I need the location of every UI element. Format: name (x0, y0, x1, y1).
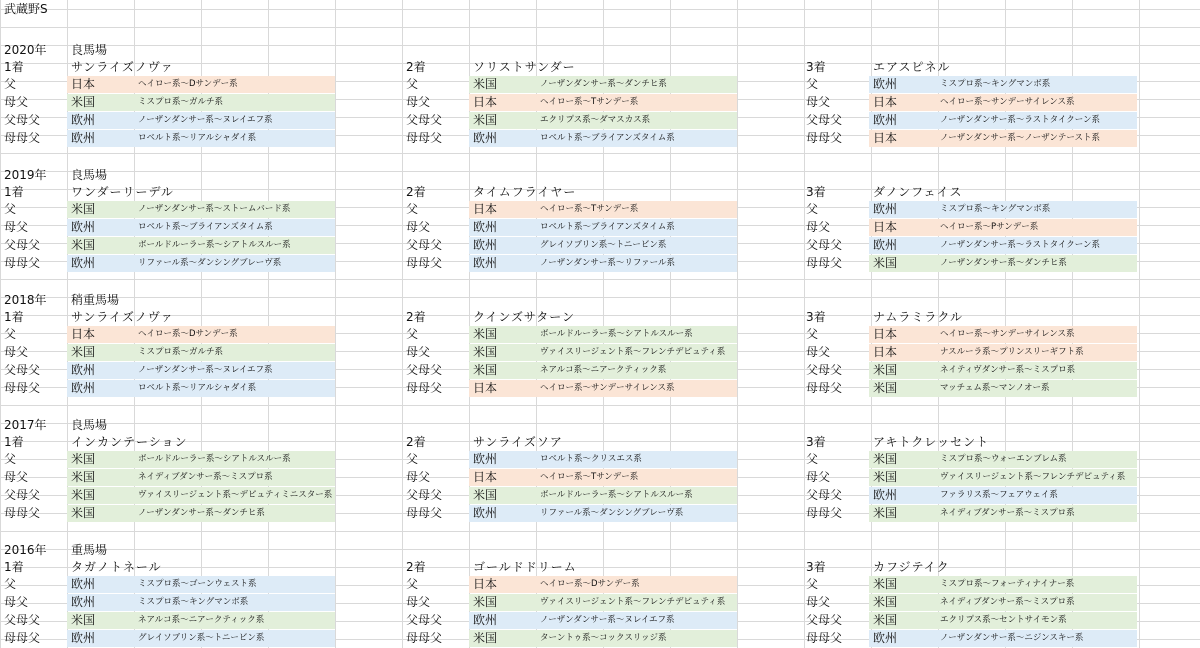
sire-line: ネイティヴダンサー系～ミスプロ系 (940, 365, 1076, 375)
pedigree-relation: 母父 (406, 345, 431, 359)
region-label: 米国 (71, 470, 96, 484)
region-label: 米国 (873, 256, 898, 270)
pedigree-relation: 父母父 (4, 613, 41, 627)
sire-line: グレイソブリン系～トニービン系 (138, 633, 265, 643)
horse-name: ナムラミラクル (873, 310, 964, 324)
track-condition: 稍重馬場 (71, 293, 120, 307)
horse-name: インカンテーション (71, 435, 188, 449)
pedigree-relation: 父 (406, 452, 419, 466)
pedigree-relation: 父母父 (4, 488, 41, 502)
pedigree-relation: 母父 (806, 345, 831, 359)
region-label: 日本 (873, 327, 898, 341)
sire-line: ミスプロ系～キングマンボ系 (940, 204, 1051, 214)
region-label: 米国 (473, 77, 498, 91)
pedigree-relation: 父 (806, 577, 819, 591)
region-label: 欧州 (71, 381, 96, 395)
pedigree-relation: 父 (806, 452, 819, 466)
region-label: 米国 (873, 506, 898, 520)
track-condition: 重馬場 (71, 543, 108, 557)
sire-line: ボールドルーラー系～シアトルスルー系 (138, 240, 291, 250)
sire-line: エクリプス系～セントサイモン系 (940, 615, 1067, 625)
region-label: 米国 (71, 506, 96, 520)
sire-line: ヘイロー系～サンデーサイレンス系 (540, 383, 675, 393)
region-label: 米国 (873, 363, 898, 377)
horse-name: タイムフライヤー (473, 185, 577, 199)
race-year: 2016年 (4, 543, 47, 557)
region-label: 日本 (873, 220, 898, 234)
sire-line: ノーザンダンサー系～リファール系 (540, 258, 675, 268)
sire-line: ロベルト系～ブライアンズタイム系 (540, 133, 675, 143)
finish-rank: 3着 (806, 560, 826, 574)
pedigree-relation: 父 (806, 77, 819, 91)
pedigree-relation: 父 (406, 327, 419, 341)
finish-rank: 2着 (406, 185, 426, 199)
finish-rank: 3着 (806, 310, 826, 324)
pedigree-relation: 母母父 (406, 256, 443, 270)
horse-name: ソリストサンダー (473, 60, 576, 74)
finish-rank: 1着 (4, 60, 24, 74)
region-label: 日本 (873, 131, 898, 145)
finish-rank: 1着 (4, 185, 24, 199)
sire-line: ボールドルーラー系～シアトルスルー系 (540, 329, 693, 339)
sire-line: リファール系～ダンシングブレーヴ系 (138, 258, 282, 268)
pedigree-relation: 父母父 (406, 613, 443, 627)
pedigree-relation: 母母父 (4, 256, 41, 270)
region-label: 米国 (873, 577, 898, 591)
horse-name: サンライズソア (473, 435, 563, 449)
sire-line: ノーザンダンサー系～ヌレイエフ系 (138, 365, 273, 375)
region-label: 米国 (473, 113, 498, 127)
pedigree-relation: 父母父 (4, 363, 41, 377)
sire-line: ファラリス系～フェアウェイ系 (940, 490, 1058, 500)
region-label: 米国 (873, 595, 898, 609)
sire-line: ロベルト系～クリスエス系 (540, 454, 642, 464)
region-label: 欧州 (873, 113, 898, 127)
sire-line: ネイディブダンサー系～ミスプロ系 (138, 472, 273, 482)
region-label: 欧州 (873, 488, 898, 502)
pedigree-relation: 父母父 (806, 113, 843, 127)
region-label: 日本 (473, 95, 498, 109)
race-year: 2020年 (4, 43, 47, 57)
sire-line: ボールドルーラー系～シアトルスルー系 (540, 490, 693, 500)
region-label: 欧州 (473, 220, 498, 234)
sire-line: グレイソブリン系～トニービン系 (540, 240, 667, 250)
region-label: 欧州 (873, 238, 898, 252)
horse-name: エアスピネル (873, 60, 951, 74)
pedigree-relation: 父 (4, 577, 17, 591)
pedigree-relation: 母父 (406, 95, 431, 109)
sire-line: ノーザンダンサー系～ラストタイクーン系 (940, 240, 1101, 250)
region-label: 米国 (71, 613, 96, 627)
pedigree-relation: 母母父 (406, 381, 443, 395)
finish-rank: 3着 (806, 435, 826, 449)
region-label: 米国 (71, 202, 96, 216)
track-condition: 良馬場 (71, 43, 108, 57)
sire-line: エクリプス系～ダマスカス系 (540, 115, 651, 125)
pedigree-relation: 父母父 (806, 238, 843, 252)
sire-line: ネイディブダンサー系～ミスプロ系 (940, 508, 1075, 518)
pedigree-relation: 母父 (806, 470, 831, 484)
region-label: 米国 (473, 363, 498, 377)
pedigree-relation: 母母父 (806, 506, 843, 520)
finish-rank: 3着 (806, 60, 826, 74)
pedigree-relation: 父母父 (4, 238, 41, 252)
finish-rank: 3着 (806, 185, 826, 199)
sire-line: ロベルト系～リアルシャダイ系 (138, 383, 257, 393)
sire-line: マッチェム系～マンノオー系 (940, 383, 1050, 393)
horse-name: サンライズノヴァ (71, 310, 174, 324)
pedigree-relation: 父母父 (806, 613, 843, 627)
pedigree-relation: 父母父 (406, 488, 443, 502)
pedigree-relation: 母母父 (806, 131, 843, 145)
sire-line: ボールドルーラー系～シアトルスルー系 (138, 454, 291, 464)
sire-line: ロベルト系～ブライアンズタイム系 (138, 222, 273, 232)
region-label: 欧州 (71, 595, 96, 609)
region-label: 欧州 (71, 631, 96, 645)
region-label: 日本 (873, 95, 898, 109)
pedigree-relation: 父 (806, 327, 819, 341)
pedigree-relation: 母母父 (406, 131, 443, 145)
pedigree-relation: 父母父 (406, 363, 443, 377)
sire-line: ヘイロー系～Pサンデー系 (940, 222, 1039, 232)
region-label: 日本 (473, 577, 498, 591)
sire-line: ヘイロー系～サンデーサイレンス系 (940, 97, 1075, 107)
pedigree-relation: 母母父 (806, 631, 843, 645)
region-label: 日本 (71, 77, 96, 91)
sire-line: ヘイロー系～Tサンデー系 (540, 97, 639, 107)
race-year: 2019年 (4, 168, 47, 182)
race-year: 2018年 (4, 293, 47, 307)
region-label: 米国 (71, 95, 96, 109)
sire-line: ターントゥ系～コックスリッジ系 (540, 633, 667, 643)
horse-name: アキトクレッセント (873, 435, 990, 449)
pedigree-relation: 父 (4, 327, 17, 341)
sire-line: ノーザンダンサー系～ヌレイエフ系 (540, 615, 675, 625)
sire-line: ヘイロー系～Dサンデー系 (138, 329, 238, 339)
sire-line: ノーザンダンサー系～ダンチヒ系 (940, 258, 1067, 268)
region-label: 欧州 (473, 613, 498, 627)
pedigree-relation: 父母父 (406, 238, 443, 252)
sire-line: ヘイロー系～Tサンデー系 (540, 204, 639, 214)
sire-line: ノーザンダンサー系～ラストタイクーン系 (940, 115, 1101, 125)
region-label: 日本 (473, 470, 498, 484)
sire-line: ヴァイスリージェント系～フレンチデピュティ系 (940, 472, 1126, 482)
region-label: 米国 (873, 470, 898, 484)
pedigree-relation: 母父 (406, 595, 431, 609)
region-label: 米国 (873, 613, 898, 627)
track-condition: 良馬場 (71, 418, 108, 432)
region-label: 米国 (473, 327, 498, 341)
sheet-title: 武蔵野S (4, 2, 48, 16)
track-condition: 良馬場 (71, 168, 108, 182)
region-label: 米国 (71, 488, 96, 502)
region-label: 米国 (71, 452, 96, 466)
pedigree-relation: 父 (4, 77, 17, 91)
horse-name: サンライズノヴァ (71, 60, 174, 74)
sire-line: ミスプロ系～ガルチ系 (138, 97, 224, 107)
pedigree-relation: 母母父 (4, 131, 41, 145)
region-label: 欧州 (473, 238, 498, 252)
sire-line: リファール系～ダンシングブレーヴ系 (540, 508, 684, 518)
sire-line: ノーザンダンサー系～ニジンスキー系 (940, 633, 1084, 643)
sire-line: ノーザンダンサー系～ダンチヒ系 (138, 508, 265, 518)
horse-name: ゴールドドリーム (473, 560, 577, 574)
region-label: 欧州 (71, 256, 96, 270)
region-label: 米国 (873, 452, 898, 466)
pedigree-relation: 母母父 (4, 506, 41, 520)
horse-name: ワンダーリーデル (71, 185, 174, 199)
pedigree-relation: 母母父 (806, 256, 843, 270)
pedigree-relation: 母父 (806, 595, 831, 609)
pedigree-relation: 母父 (4, 95, 29, 109)
finish-rank: 1着 (4, 310, 24, 324)
pedigree-relation: 母父 (4, 470, 29, 484)
pedigree-relation: 母父 (4, 220, 29, 234)
region-label: 米国 (473, 488, 498, 502)
region-label: 米国 (71, 345, 96, 359)
sire-line: ミスプロ系～ゴーンウェスト系 (138, 579, 257, 589)
region-label: 米国 (473, 631, 498, 645)
pedigree-relation: 父 (4, 452, 17, 466)
sire-line: ノーザンダンサー系～ノーザンテースト系 (940, 133, 1100, 143)
finish-rank: 2着 (406, 60, 426, 74)
pedigree-relation: 母母父 (406, 506, 443, 520)
pedigree-relation: 母父 (4, 345, 29, 359)
region-label: 欧州 (873, 631, 898, 645)
region-label: 米国 (473, 345, 498, 359)
sire-line: ネイディブダンサー系～ミスプロ系 (940, 597, 1075, 607)
region-label: 欧州 (473, 452, 498, 466)
region-label: 欧州 (71, 113, 96, 127)
pedigree-relation: 母母父 (4, 631, 41, 645)
horse-name: タガノトネール (71, 560, 162, 574)
sire-line: ヘイロー系～Dサンデー系 (540, 579, 640, 589)
pedigree-relation: 父 (406, 77, 419, 91)
pedigree-relation: 父 (406, 577, 419, 591)
sire-line: ノーザンダンサー系～ダンチヒ系 (540, 79, 667, 89)
sire-line: ネアルコ系～ニアークティック系 (138, 615, 265, 625)
sire-line: ヘイロー系～Tサンデー系 (540, 472, 639, 482)
pedigree-relation: 母母父 (4, 381, 41, 395)
horse-name: クインズサターン (473, 310, 575, 324)
finish-rank: 1着 (4, 435, 24, 449)
region-label: 欧州 (873, 202, 898, 216)
sire-line: ネアルコ系～ニアークティック系 (540, 365, 667, 375)
pedigree-relation: 父母父 (806, 488, 843, 502)
region-label: 欧州 (873, 77, 898, 91)
sire-line: ノーザンダンサー系～ストームバード系 (138, 204, 291, 214)
region-label: 欧州 (71, 363, 96, 377)
sire-line: ヘイロー系～サンデーサイレンス系 (940, 329, 1075, 339)
finish-rank: 2着 (406, 435, 426, 449)
horse-name: ダノンフェイス (873, 185, 963, 199)
race-year: 2017年 (4, 418, 47, 432)
region-label: 日本 (473, 202, 498, 216)
region-label: 欧州 (473, 131, 498, 145)
finish-rank: 1着 (4, 560, 24, 574)
region-label: 欧州 (71, 131, 96, 145)
pedigree-relation: 父 (806, 202, 819, 216)
finish-rank: 2着 (406, 560, 426, 574)
sire-line: ミスプロ系～キングマンボ系 (940, 79, 1051, 89)
region-label: 欧州 (71, 577, 96, 591)
pedigree-relation: 母父 (4, 595, 29, 609)
sire-line: ナスルーラ系～プリンスリーギフト系 (940, 347, 1084, 357)
region-label: 日本 (473, 381, 498, 395)
sire-line: ヴァイスリージェント系～フレンチデピュティ系 (540, 597, 726, 607)
pedigree-relation: 父 (4, 202, 17, 216)
region-label: 米国 (71, 238, 96, 252)
pedigree-relation: 父 (406, 202, 419, 216)
pedigree-relation: 母父 (806, 220, 831, 234)
finish-rank: 2着 (406, 310, 426, 324)
pedigree-relation: 母父 (406, 470, 431, 484)
region-label: 欧州 (473, 506, 498, 520)
pedigree-relation: 母父 (806, 95, 831, 109)
sire-line: ヴァイスリージェント系～デピュティミニスター系 (138, 490, 333, 500)
sire-line: ノーザンダンサー系～ヌレイエフ系 (138, 115, 273, 125)
sire-line: ミスプロ系～ガルチ系 (138, 347, 224, 357)
sire-line: ミスプロ系～フォーティナイナー系 (940, 579, 1075, 589)
region-label: 欧州 (473, 256, 498, 270)
sire-line: ヴァイスリージェント系～フレンチデピュティ系 (540, 347, 726, 357)
region-label: 日本 (71, 327, 96, 341)
region-label: 米国 (873, 381, 898, 395)
pedigree-relation: 母母父 (806, 381, 843, 395)
sire-line: ヘイロー系～Dサンデー系 (138, 79, 238, 89)
pedigree-relation: 母母父 (406, 631, 443, 645)
sire-line: ミスプロ系～ウォーエンブレム系 (940, 454, 1067, 464)
region-label: 日本 (873, 345, 898, 359)
pedigree-relation: 父母父 (4, 113, 41, 127)
horse-name: カフジテイク (873, 560, 950, 574)
pedigree-relation: 母父 (406, 220, 431, 234)
sire-line: ロベルト系～ブライアンズタイム系 (540, 222, 675, 232)
region-label: 欧州 (71, 220, 96, 234)
sire-line: ロベルト系～リアルシャダイ系 (138, 133, 257, 143)
region-label: 米国 (473, 595, 498, 609)
pedigree-relation: 父母父 (406, 113, 443, 127)
pedigree-relation: 父母父 (806, 363, 843, 377)
sire-line: ミスプロ系～キングマンボ系 (138, 597, 249, 607)
